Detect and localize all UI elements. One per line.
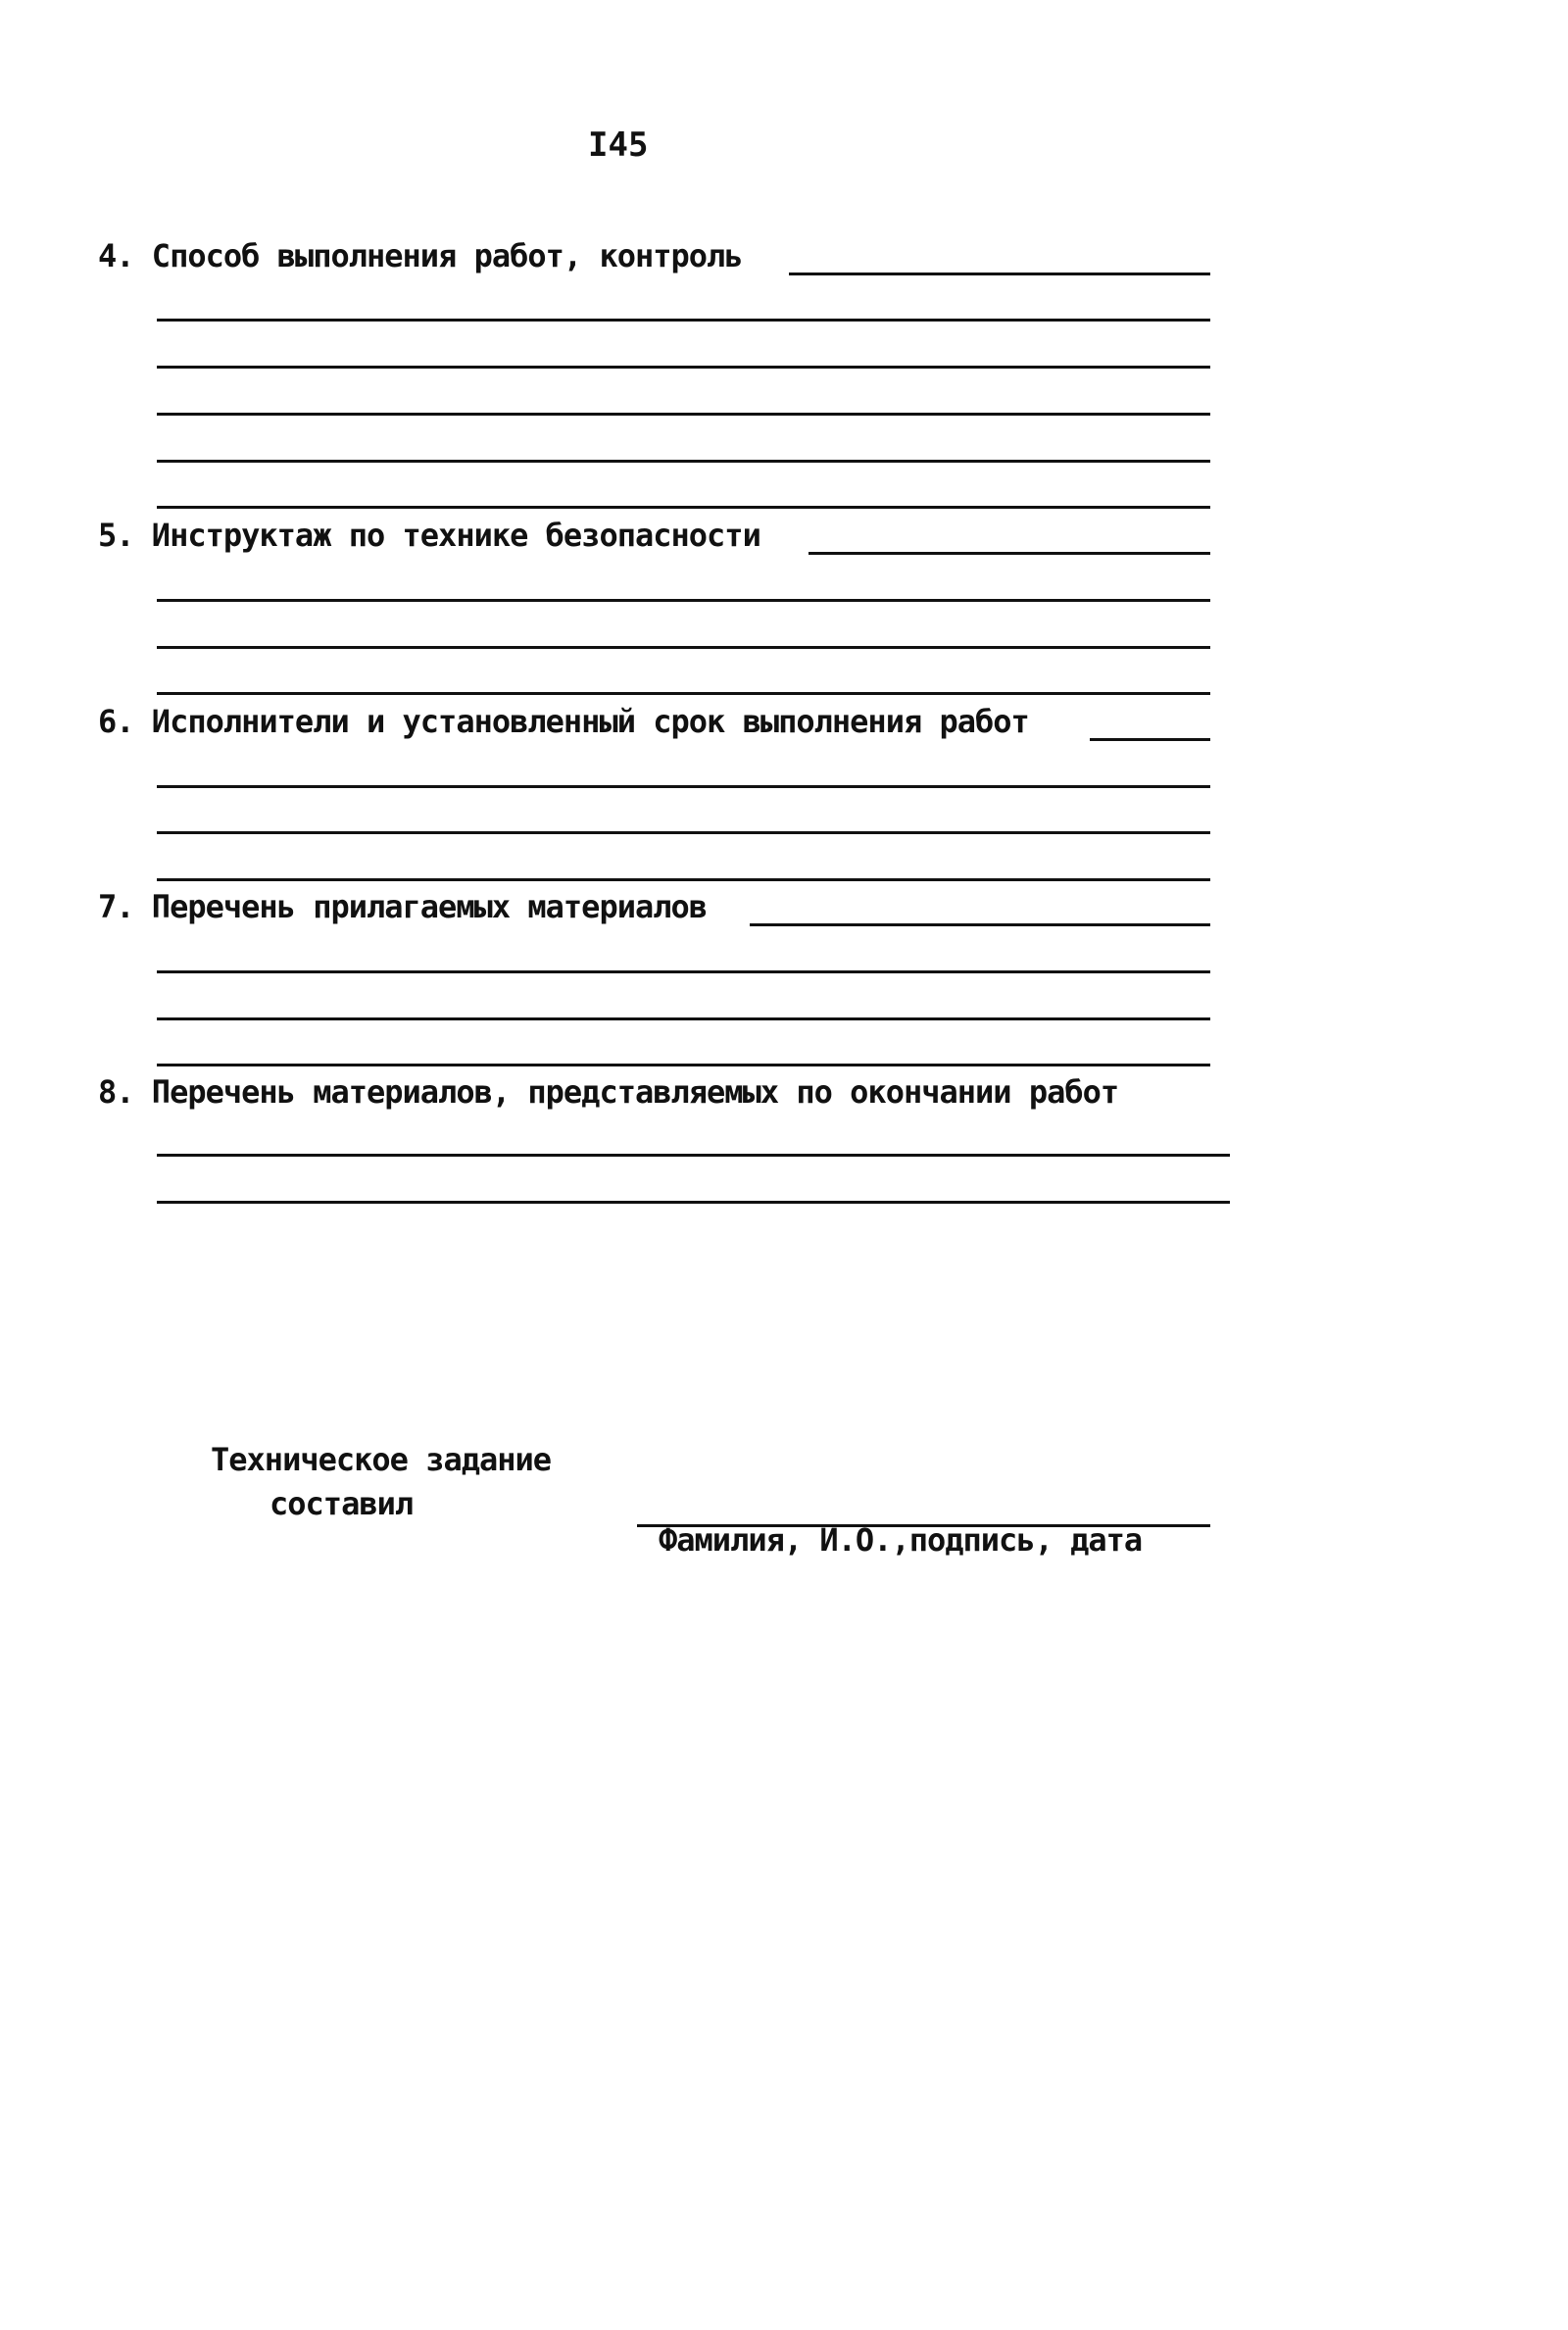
- item-5-fill-line[interactable]: [157, 646, 1210, 649]
- compiled-by-label-cont: составил: [270, 1485, 414, 1522]
- item-6-heading: 6. Исполнители и установленный срок выполнения работ: [98, 703, 1029, 740]
- item-4-fill-line[interactable]: [157, 366, 1210, 369]
- item-4-heading: 4. Способ выполнения работ, контроль: [98, 237, 743, 274]
- item-6-fill-line[interactable]: [157, 785, 1210, 788]
- item-6-fill-line[interactable]: [1090, 738, 1210, 741]
- compiled-by-label: Техническое задание: [211, 1441, 552, 1478]
- item-4-fill-line[interactable]: [157, 413, 1210, 416]
- item-4-fill-line[interactable]: [789, 273, 1210, 275]
- item-6-fill-line[interactable]: [157, 831, 1210, 834]
- item-8-fill-line[interactable]: [157, 1201, 1230, 1204]
- item-7-fill-line[interactable]: [157, 1017, 1210, 1020]
- item-4-fill-line[interactable]: [157, 460, 1210, 463]
- item-5-fill-line[interactable]: [808, 552, 1210, 555]
- item-7-heading: 7. Перечень прилагаемых материалов: [98, 888, 708, 925]
- item-7-fill-line[interactable]: [157, 970, 1210, 973]
- item-6-fill-line[interactable]: [157, 878, 1210, 881]
- page-number: I45: [588, 125, 649, 165]
- item-8-fill-line[interactable]: [157, 1154, 1230, 1157]
- item-7-fill-line[interactable]: [157, 1064, 1210, 1066]
- item-4-fill-line[interactable]: [157, 506, 1210, 509]
- signature-caption: Фамилия, И.О.,подпись, дата: [659, 1521, 1143, 1559]
- item-4-fill-line[interactable]: [157, 319, 1210, 322]
- item-8-heading: 8. Перечень материалов, представляемых по окончании работ: [98, 1073, 1119, 1111]
- item-5-fill-line[interactable]: [157, 692, 1210, 695]
- item-7-fill-line[interactable]: [750, 923, 1210, 926]
- item-5-heading: 5. Инструктаж по технике безопасности: [98, 517, 760, 554]
- item-5-fill-line[interactable]: [157, 599, 1210, 602]
